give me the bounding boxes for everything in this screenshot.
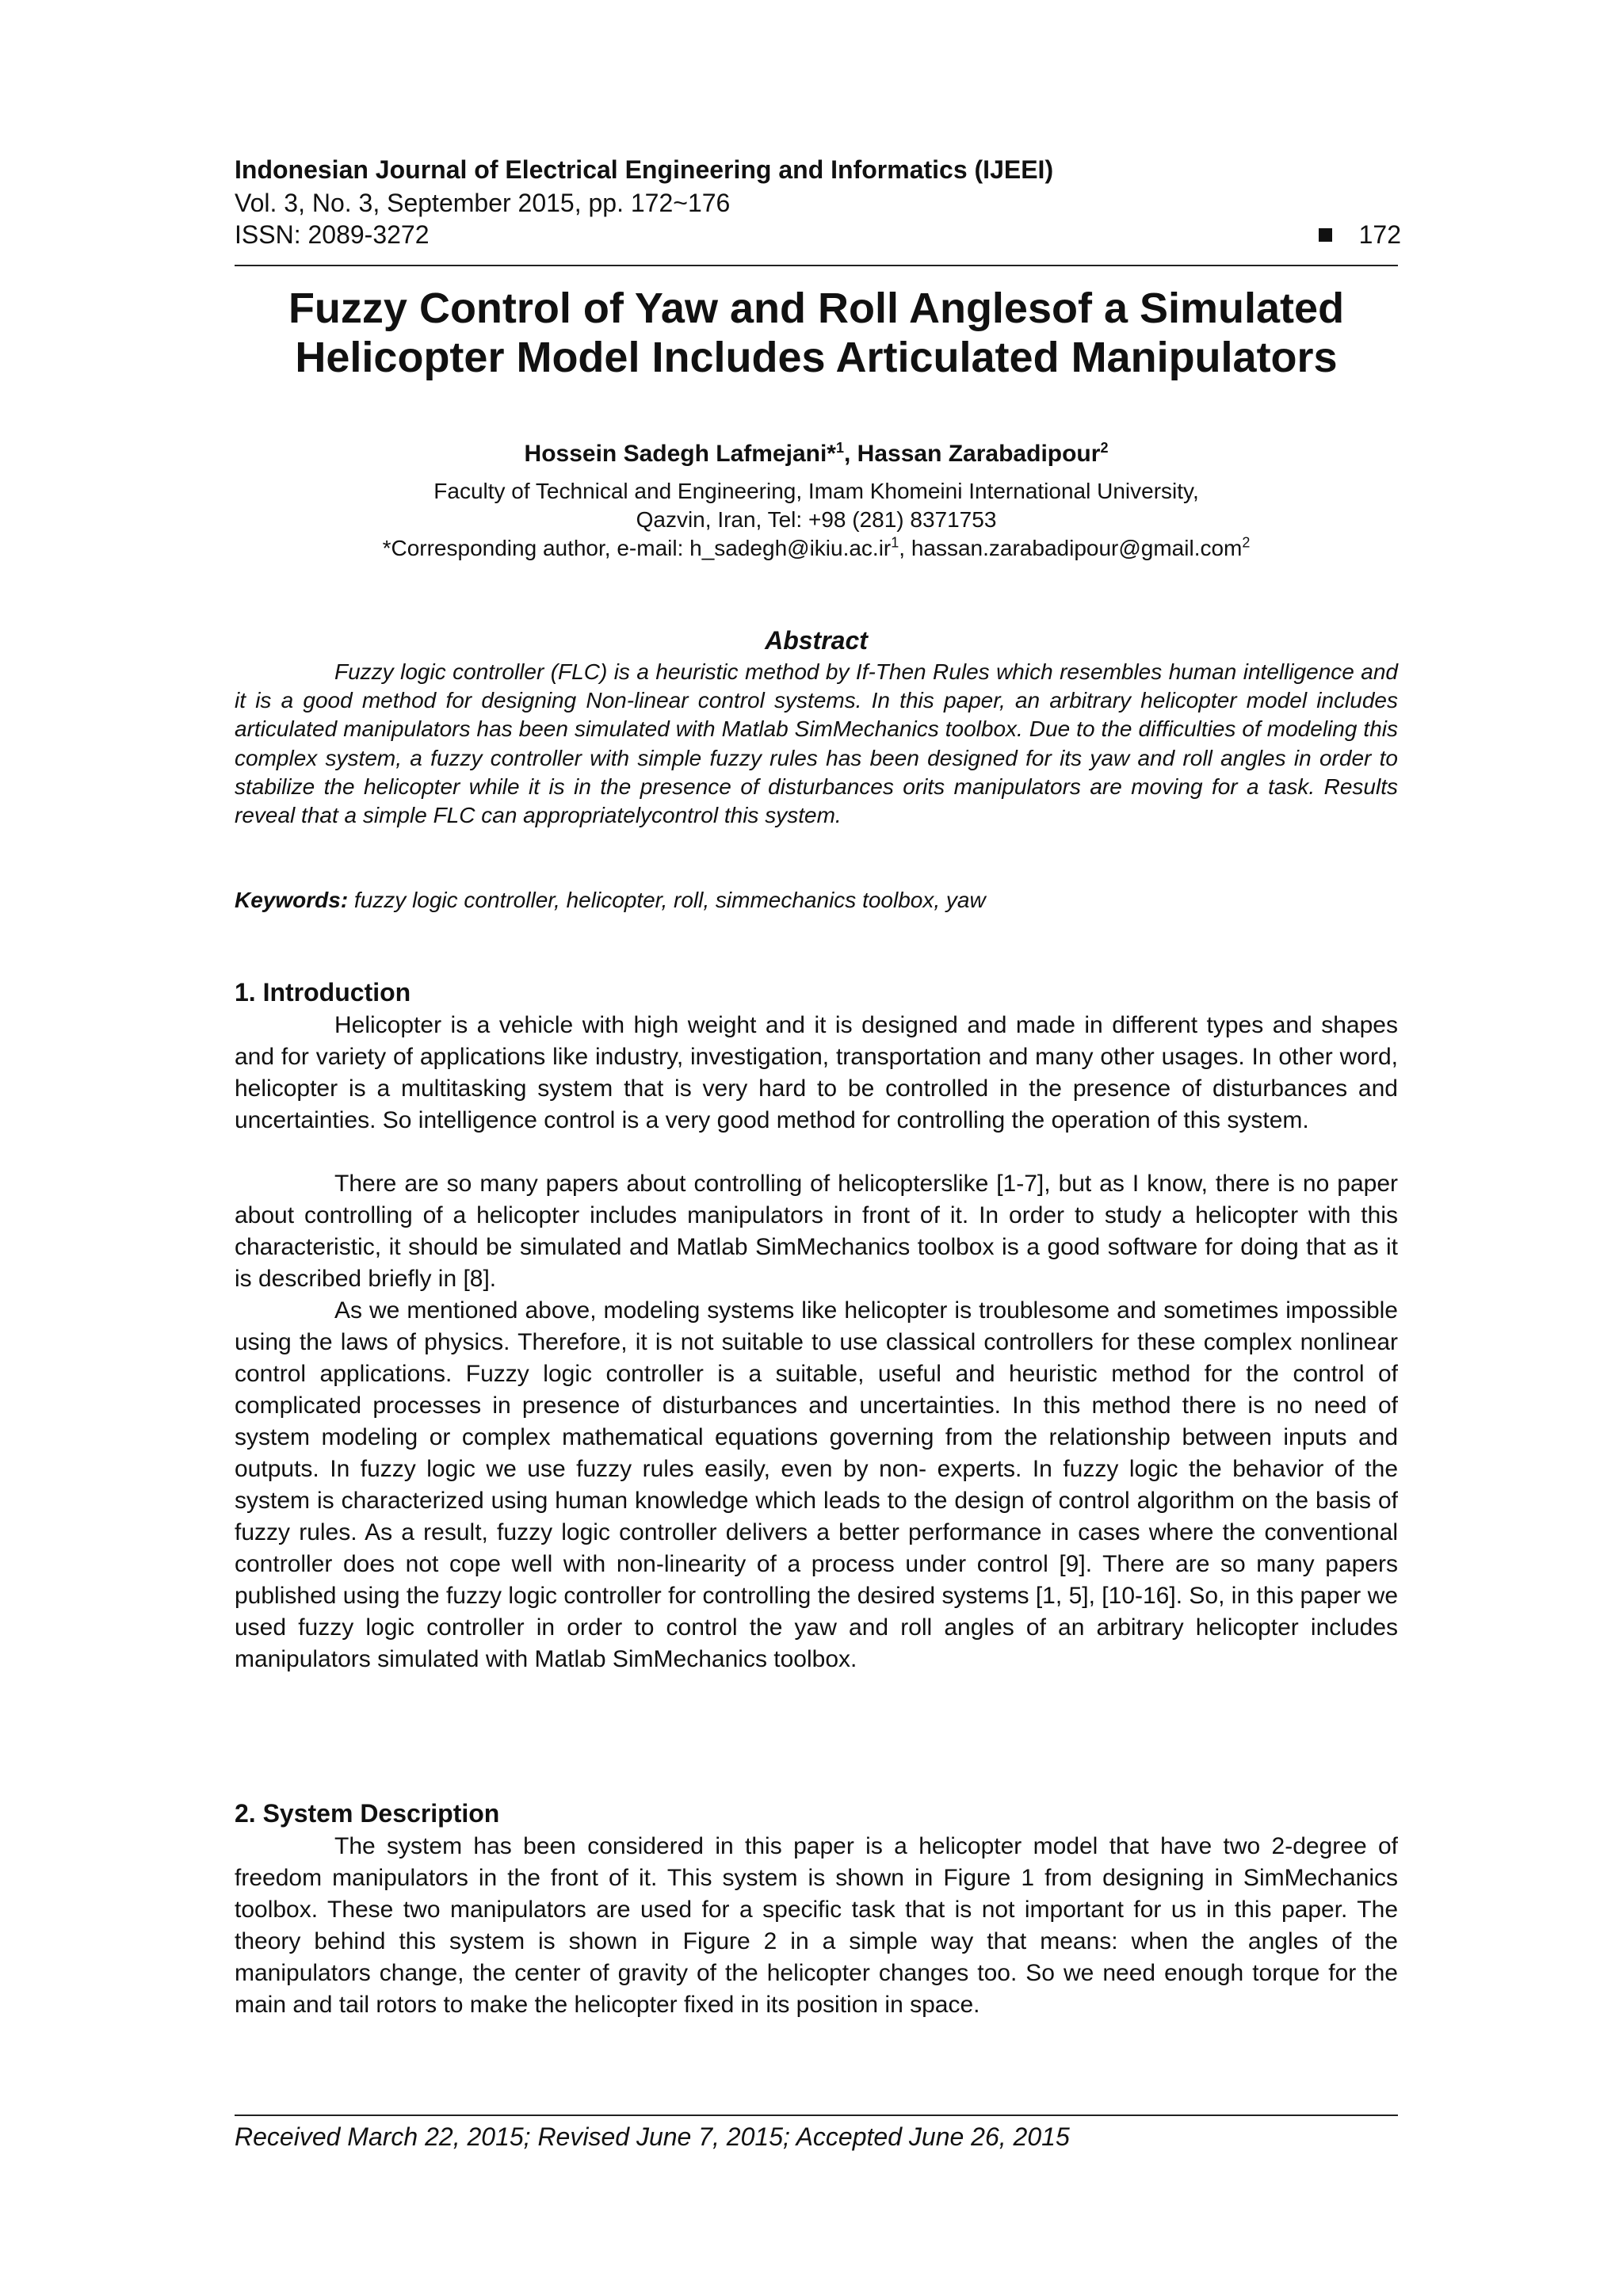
author-2-affiliation-mark: 2 [1100,440,1109,456]
affiliation-line-1: Faculty of Technical and Engineering, Imam Khomeini International University, [433,479,1199,503]
email-mark-1: 1 [891,534,899,551]
title-line-2: Helicopter Model Includes Articulated Manipulators [295,334,1338,381]
page-number: 172 [1358,220,1401,249]
system-paragraph-1: The system has been considered in this paper is a helicopter model that have two 2-degree of freedom manipulators in the front of it. This system is shown in Figure 1 from designing in SimMechanics toolbox. These two manipulators are used for a specific task that is not important for us in this paper. The theory behind this system is shown in Figure 2 in a simple way that means: when the angles of the manipulators change, the center of gravity of the helicopter changes too. So we need enough torque for the main and tail rotors to make the helicopter fixed in its position in space. [235,1833,1398,2018]
footer-divider [235,2115,1398,2116]
abstract-text: Fuzzy logic controller (FLC) is a heuristic method by If-Then Rules which resembles human intelligence and it is a good method for designing Non-linear control systems. In this paper, an arbitrary helicopter model includes articulated manipulators has been simulated with Matlab SimMechanics toolbox. Due to the difficulties of modeling this complex system, a fuzzy controller with simple fuzzy rules has been designed for its yaw and roll angles in order to stabilize the helicopter while it is in the presence of disturbances orits manipulators are moving for a task. Results reveal that a simple FLC can appropriatelycontrol this system. [235,659,1398,828]
affiliation-line-2: Qazvin, Iran, Tel: +98 (281) 8371753 [636,507,997,532]
intro-paragraph-2: There are so many papers about controlling of helicopterslike [1-7], but as I know, there is no paper about controlling of a helicopter includes manipulators in front of it. In order to study a helicopter with this characteristic, it should be simulated and Matlab SimMechanics toolbox is a good software for doing that as it is described briefly in [8]. [235,1171,1398,1292]
email-middle: , hassan.zarabadipour@gmail.com [899,536,1243,560]
square-bullet-icon [1319,228,1332,242]
keywords-label: Keywords: [235,888,349,912]
author-2: Hassan Zarabadipour [857,441,1101,467]
abstract-heading: Abstract [765,626,868,655]
author-list [235,441,1398,468]
email-mark-2: 2 [1242,534,1251,551]
author-1: Hossein Sadegh Lafmejani* [524,441,836,467]
title-line-1: Fuzzy Control of Yaw and Roll Anglesof a Simulated [288,285,1345,332]
keywords [235,888,986,913]
email-prefix: *Corresponding author, e-mail: h_sadegh@ikiu.ac.ir [382,536,892,560]
author-1-affiliation-mark: 1 [835,440,844,456]
header-divider [235,265,1398,266]
received-dates: Received March 22, 2015; Revised June 7, 2015; Accepted June 26, 2015 [235,2122,1070,2151]
keywords-text: fuzzy logic controller, helicopter, roll, simmechanics toolbox, yaw [348,888,986,912]
paper-title [235,284,1398,382]
journal-name: Indonesian Journal of Electrical Engineering and Informatics (IJEEI) [235,155,1054,184]
issn: ISSN: 2089-3272 [235,220,430,249]
intro-paragraph-3: As we mentioned above, modeling systems like helicopter is troublesome and sometimes impossible using the laws of physics. Therefore, it is not suitable to use classical controllers for these complex nonlinear control applications. Fuzzy logic controller is a suitable, useful and heuristic method for the control of complicated processes in presence of disturbances and uncertainties. In this method there is no need of system modeling or complex mathematical equations governing from the relationship between inputs and outputs. In fuzzy logic we use fuzzy rules easily, even by non- experts. In fuzzy logic the behavior of the system is characterized using human knowledge which leads to the design of control algorithm on the basis of fuzzy rules. As a result, fuzzy logic controller delivers a better performance in cases where the conventional controller does not cope well with non-linearity of a process under control [9]. There are so many papers published using the fuzzy logic controller for controlling the desired systems [1, 5], [10-16]. So, in this paper we used fuzzy logic controller in order to control the yaw and roll angles of an arbitrary helicopter includes manipulators simulated with Matlab SimMechanics toolbox. [235,1297,1398,1672]
volume-info: Vol. 3, No. 3, September 2015, pp. 172~176 [235,189,731,217]
intro-paragraph-1: Helicopter is a vehicle with high weight and it is designed and made in different types and shapes and for variety of applications like industry, investigation, transportation and many other usages. In other word, helicopter is a multitasking system that is very hard to be controlled in the presence of disturbances and uncertainties. So intelligence control is a very good method for controlling the operation of this system. [235,1012,1398,1133]
section-heading-system-description: 2. System Description [235,1799,500,1828]
section-heading-introduction: 1. Introduction [235,978,411,1007]
author-separator: , [844,441,857,467]
header-page-number [1319,220,1401,250]
corresponding-email [235,536,1398,561]
